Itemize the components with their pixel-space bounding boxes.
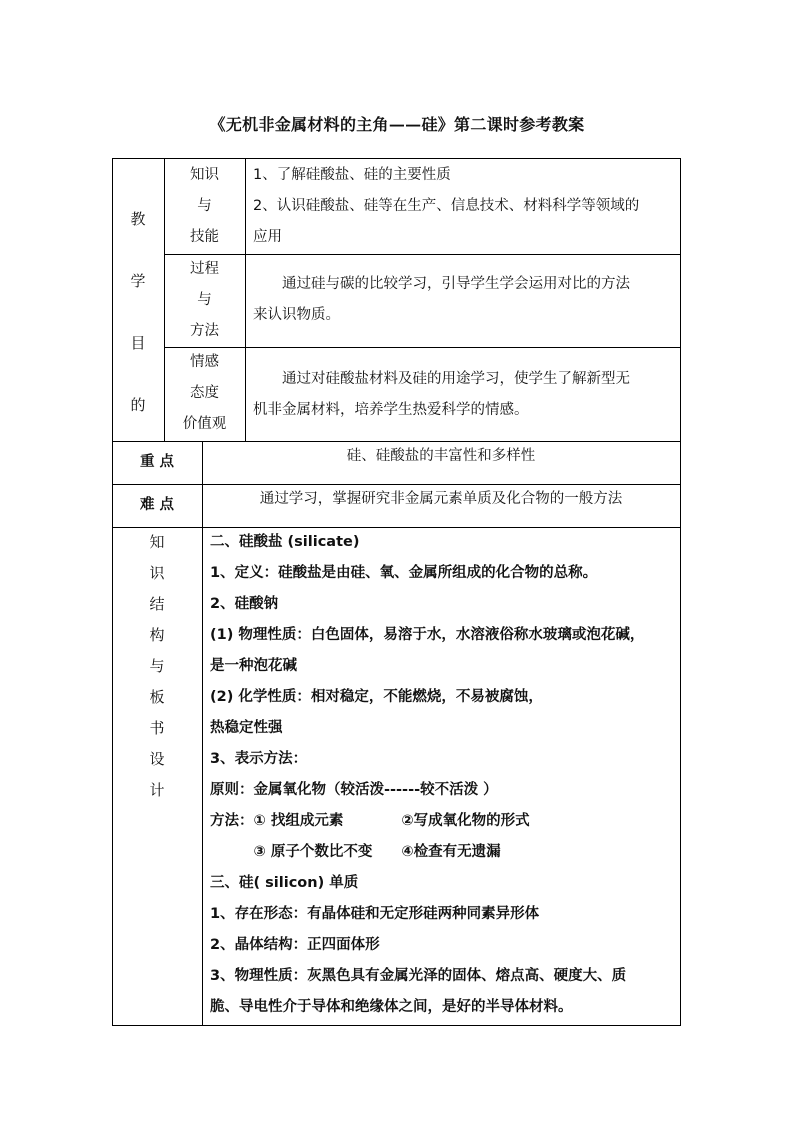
objective-content-attitude: 通过对硅酸盐材料及硅的用途学习，使学生了解新型无 机非金属材料，培养学生热爱科学的情感。 xyxy=(253,371,630,418)
objective-label-process: 过程 与 方法 xyxy=(190,261,219,339)
lesson-plan-table xyxy=(112,158,681,1026)
board-content xyxy=(210,527,676,1023)
objective-label-knowledge: 知识 与 技能 xyxy=(190,167,219,245)
table-border-top xyxy=(112,158,681,159)
board-line: 2、硅酸钠 xyxy=(210,596,279,612)
table-divider xyxy=(202,441,203,1026)
board-line: ③ 原子个数比不变 ④检查有无遗漏 xyxy=(210,844,501,860)
difficulty-text: 通过学习，掌握研究非金属元素单质及化合物的一般方法 xyxy=(259,491,623,507)
board-line: 热稳定性强 xyxy=(210,720,283,736)
objective-label-attitude: 情感 态度 价值观 xyxy=(182,354,227,432)
objective-content-knowledge: 1、了解硅酸盐、硅的主要性质 2、认识硅酸盐、硅等在生产、信息技术、材料科学等领域的 应用 xyxy=(253,167,640,245)
board-line: 脆、导电性介于导体和绝缘体之间，是好的半导体材料。 xyxy=(210,999,573,1015)
objective-content-process: 通过硅与碳的比较学习，引导学生学会运用对比的方法 来认识物质。 xyxy=(253,276,630,323)
board-line: (1) 物理性质：白色固体，易溶于水，水溶液俗称水玻璃或泡花碱， xyxy=(210,627,645,643)
document-title: 《无机非金属材料的主角——硅》第二课时参考教案 xyxy=(209,115,585,134)
board-line: 原则：金属氧化物（较活泼------较不活泼 ） xyxy=(210,782,498,798)
table-border-bottom xyxy=(112,1025,681,1026)
board-line: 1、存在形态：有晶体硅和无定形硅两种同素异形体 xyxy=(210,906,540,922)
board-line: 三、硅( silicon) 单质 xyxy=(210,875,359,891)
key-point-label: 重 点 xyxy=(139,454,175,470)
board-line: 2、晶体结构：正四面体形 xyxy=(210,937,380,953)
board-line: 二、硅酸盐 (silicate) xyxy=(210,534,360,550)
board-line: 3、表示方法： xyxy=(210,751,308,767)
difficulty-label: 难 点 xyxy=(139,497,175,513)
board-line: 1、定义：硅酸盐是由硅、氧、金属所组成的化合物的总称。 xyxy=(210,565,598,581)
board-line: 3、物理性质：灰黑色具有金属光泽的固体、熔点高、硬度大、质 xyxy=(210,968,627,984)
key-point-text: 硅、硅酸盐的丰富性和多样性 xyxy=(346,448,536,464)
objectives-header: 教 学 目 的 xyxy=(130,210,146,414)
board-line: (2) 化学性质：相对稳定，不能燃烧，不易被腐蚀， xyxy=(210,689,543,705)
board-line: 方法：① 找组成元素 ②写成氧化物的形式 xyxy=(210,813,530,829)
board-line: 是一种泡花碱 xyxy=(210,658,297,674)
table-border-right xyxy=(680,158,681,1026)
table-divider xyxy=(245,158,246,441)
board-design-header: 知 识 结 构 与 板 书 设 计 xyxy=(149,533,165,799)
